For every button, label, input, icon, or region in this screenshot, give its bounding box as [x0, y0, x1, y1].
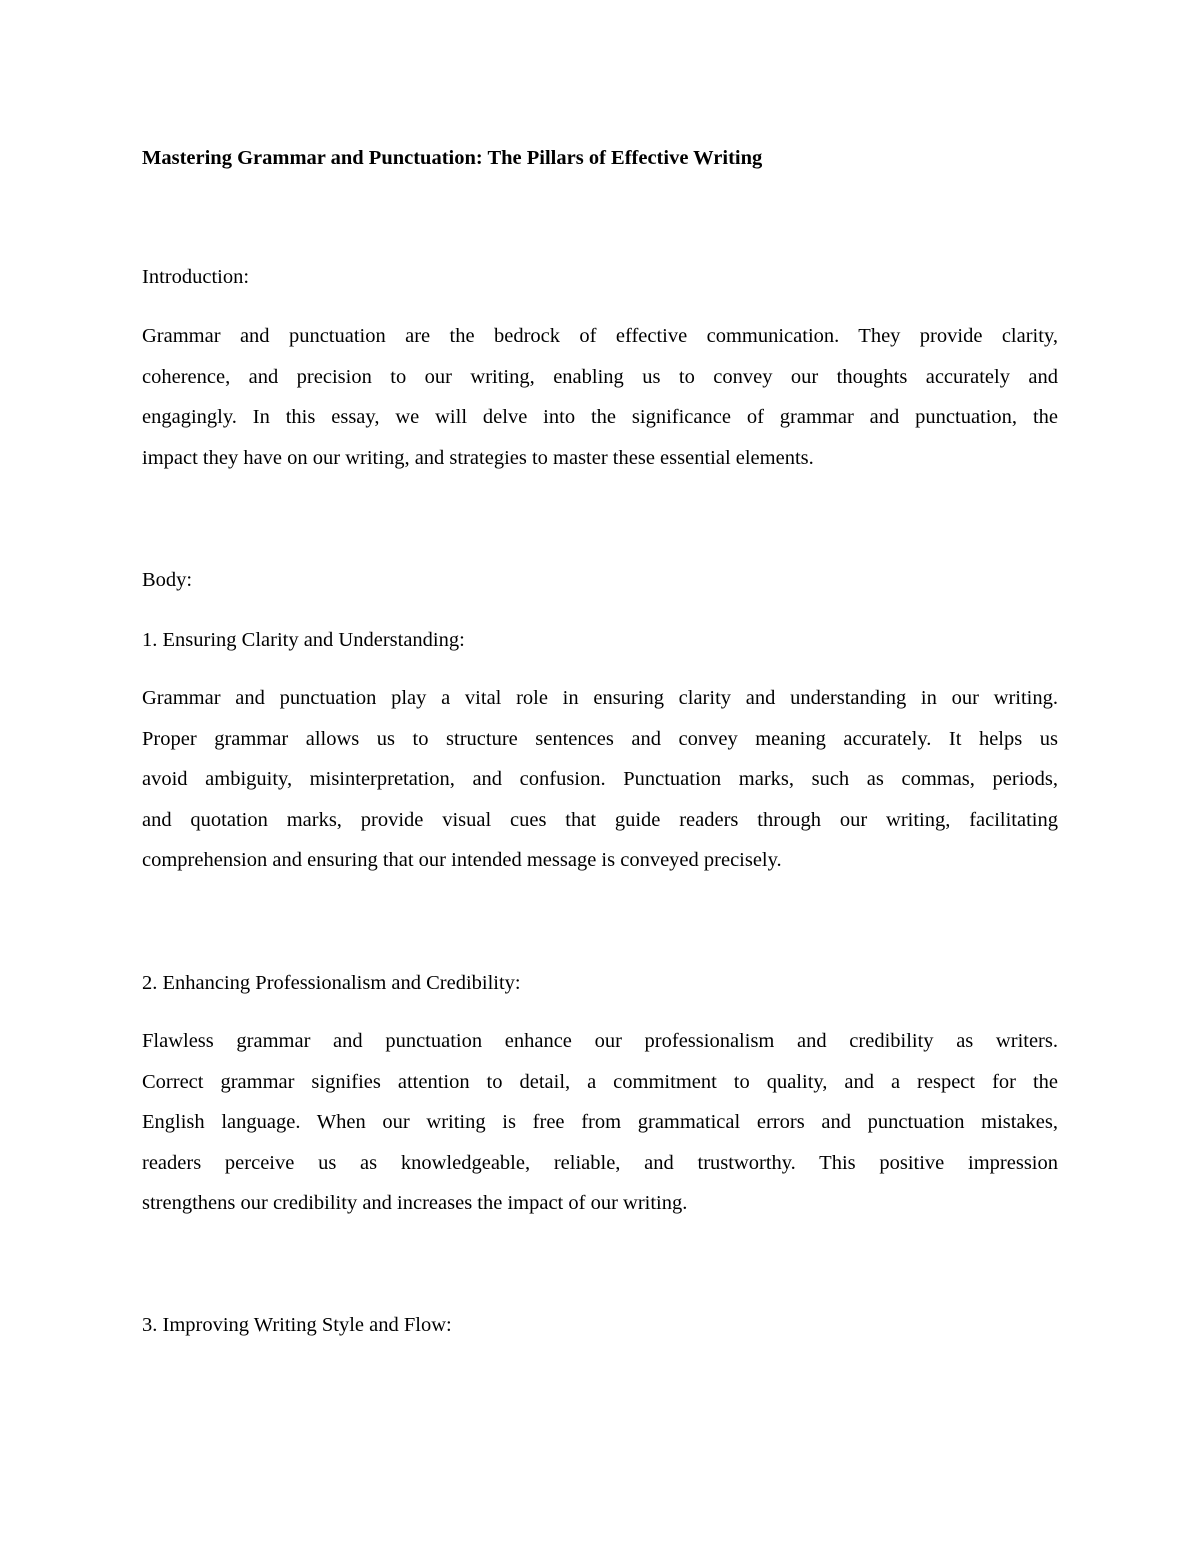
- section1-line: avoid ambiguity, misinterpretation, and confusion. Punctuation marks, such as commas, periods,: [142, 768, 1058, 791]
- section2-line: strengthens our credibility and increases the impact of our writing.: [142, 1192, 688, 1215]
- intro-line: engagingly. In this essay, we will delve into the significance of grammar and punctuation, the: [142, 406, 1058, 429]
- section1-paragraph: [142, 678, 1058, 881]
- section1-line: Grammar and punctuation play a vital role in ensuring clarity and understanding in our writing.: [142, 687, 1058, 709]
- document-title: Mastering Grammar and Punctuation: The Pillars of Effective Writing: [142, 147, 763, 169]
- section2-line: Flawless grammar and punctuation enhance our professionalism and credibility as writers.: [142, 1030, 1058, 1052]
- section1-heading: 1. Ensuring Clarity and Understanding:: [142, 629, 465, 651]
- intro-heading: Introduction:: [142, 266, 250, 288]
- intro-line: coherence, and precision to our writing, enabling us to convey our thoughts accurately and: [142, 365, 1058, 388]
- section2-line: Correct grammar signifies attention to detail, a commitment to quality, and a respect for the: [142, 1070, 1058, 1093]
- section2-heading: 2. Enhancing Professionalism and Credibility:: [142, 972, 521, 994]
- section2-line: readers perceive us as knowledgeable, reliable, and trustworthy. This positive impression: [142, 1151, 1058, 1174]
- intro-line: Grammar and punctuation are the bedrock of effective communication. They provide clarity,: [142, 325, 1058, 347]
- intro-line: impact they have on our writing, and strategies to master these essential elements.: [142, 446, 814, 469]
- section1-line: and quotation marks, provide visual cues that guide readers through our writing, facilitating: [142, 808, 1058, 831]
- section2-paragraph: [142, 1021, 1058, 1224]
- section1-line: comprehension and ensuring that our intended message is conveyed precisely.: [142, 849, 782, 872]
- section3-heading: 3. Improving Writing Style and Flow:: [142, 1314, 452, 1336]
- body-heading: Body:: [142, 569, 193, 591]
- section2-line: English language. When our writing is free from grammatical errors and punctuation mistakes,: [142, 1111, 1058, 1134]
- intro-paragraph: [142, 316, 1058, 478]
- section1-line: Proper grammar allows us to structure sentences and convey meaning accurately. It helps us: [142, 727, 1058, 750]
